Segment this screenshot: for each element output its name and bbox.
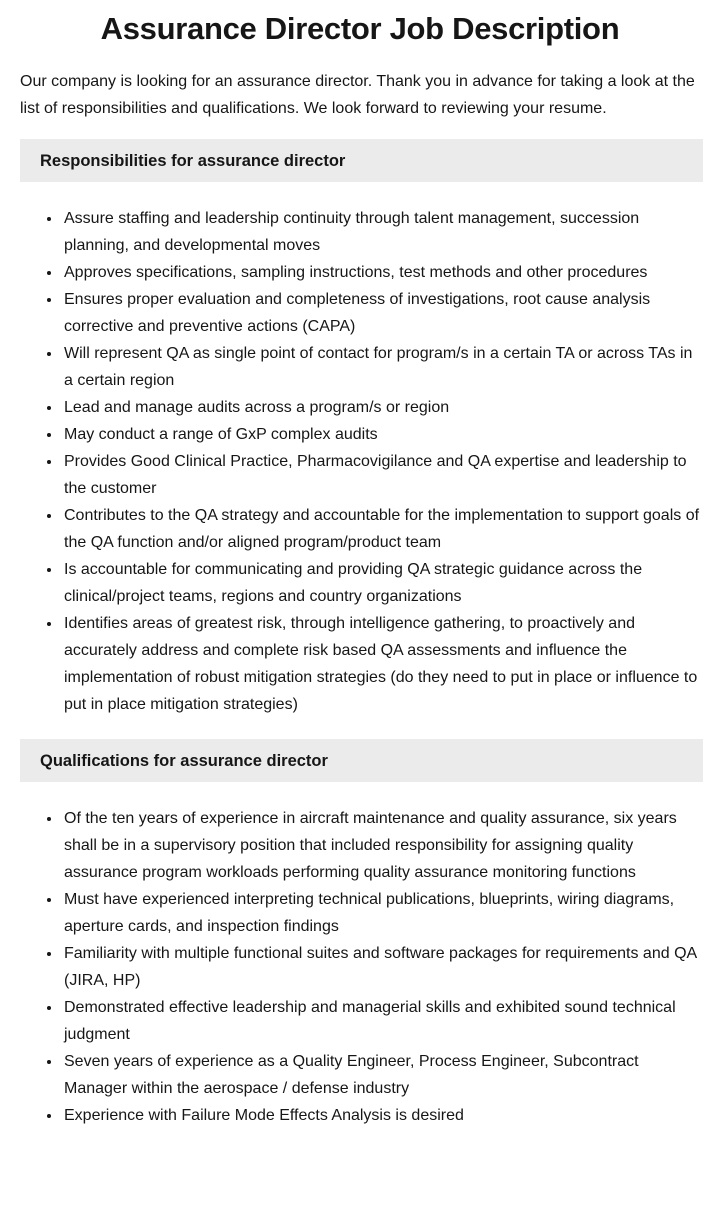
qualifications-section <box>20 739 700 1129</box>
list-item: • Ensures proper evaluation and completeness of investigations, root cause analysis corrective and preventive actions (CAPA) <box>62 286 700 340</box>
list-item: • Seven years of experience as a Quality Engineer, Process Engineer, Subcontract Manager within the aerospace / defense industry <box>62 1048 700 1102</box>
list-item: • Of the ten years of experience in aircraft maintenance and quality assurance, six years shall be in a supervisory position that included responsibility for assigning quality assurance program workloads performing quality assurance monitoring functions <box>62 805 700 886</box>
list-item: • May conduct a range of GxP complex audits <box>62 421 700 448</box>
list-item: • Contributes to the QA strategy and accountable for the implementation to support goals of the QA function and/or aligned program/product team <box>62 502 700 556</box>
list-item: • Familiarity with multiple functional suites and software packages for requirements and QA (JIRA, HP) <box>62 940 700 994</box>
list-item: • Will represent QA as single point of contact for program/s in a certain TA or across TAs in a certain region <box>62 340 700 394</box>
responsibilities-section <box>20 139 700 718</box>
qualifications-list <box>20 805 700 1129</box>
list-item: • Demonstrated effective leadership and managerial skills and exhibited sound technical judgment <box>62 994 700 1048</box>
list-item: • Is accountable for communicating and providing QA strategic guidance across the clinical/project teams, regions and country organizations <box>62 556 700 610</box>
page-title: Assurance Director Job Description <box>100 11 620 46</box>
list-item: • Experience with Failure Mode Effects Analysis is desired <box>62 1102 700 1129</box>
list-item: • Assure staffing and leadership continuity through talent management, succession planning, and developmental moves <box>62 205 700 259</box>
list-item: • Provides Good Clinical Practice, Pharmacovigilance and QA expertise and leadership to the customer <box>62 448 700 502</box>
list-item: • Identifies areas of greatest risk, through intelligence gathering, to proactively and accurately address and complete risk based QA assessments and influence the implementation of robust mitigation strategies (do they need to put in place or influence to put in place mitigation strategies) <box>62 610 700 718</box>
list-item: • Approves specifications, sampling instructions, test methods and other procedures <box>62 259 700 286</box>
responsibilities-heading: Responsibilities for assurance director <box>20 139 703 182</box>
list-item: • Lead and manage audits across a program/s or region <box>62 394 700 421</box>
intro-paragraph: Our company is looking for an assurance director. Thank you in advance for taking a look at the list of responsibilities and qualifications. We look forward to reviewing your resume. <box>20 73 695 117</box>
qualifications-heading: Qualifications for assurance director <box>20 739 703 782</box>
responsibilities-list <box>20 205 700 718</box>
list-item: • Must have experienced interpreting technical publications, blueprints, wiring diagrams, aperture cards, and inspection findings <box>62 886 700 940</box>
